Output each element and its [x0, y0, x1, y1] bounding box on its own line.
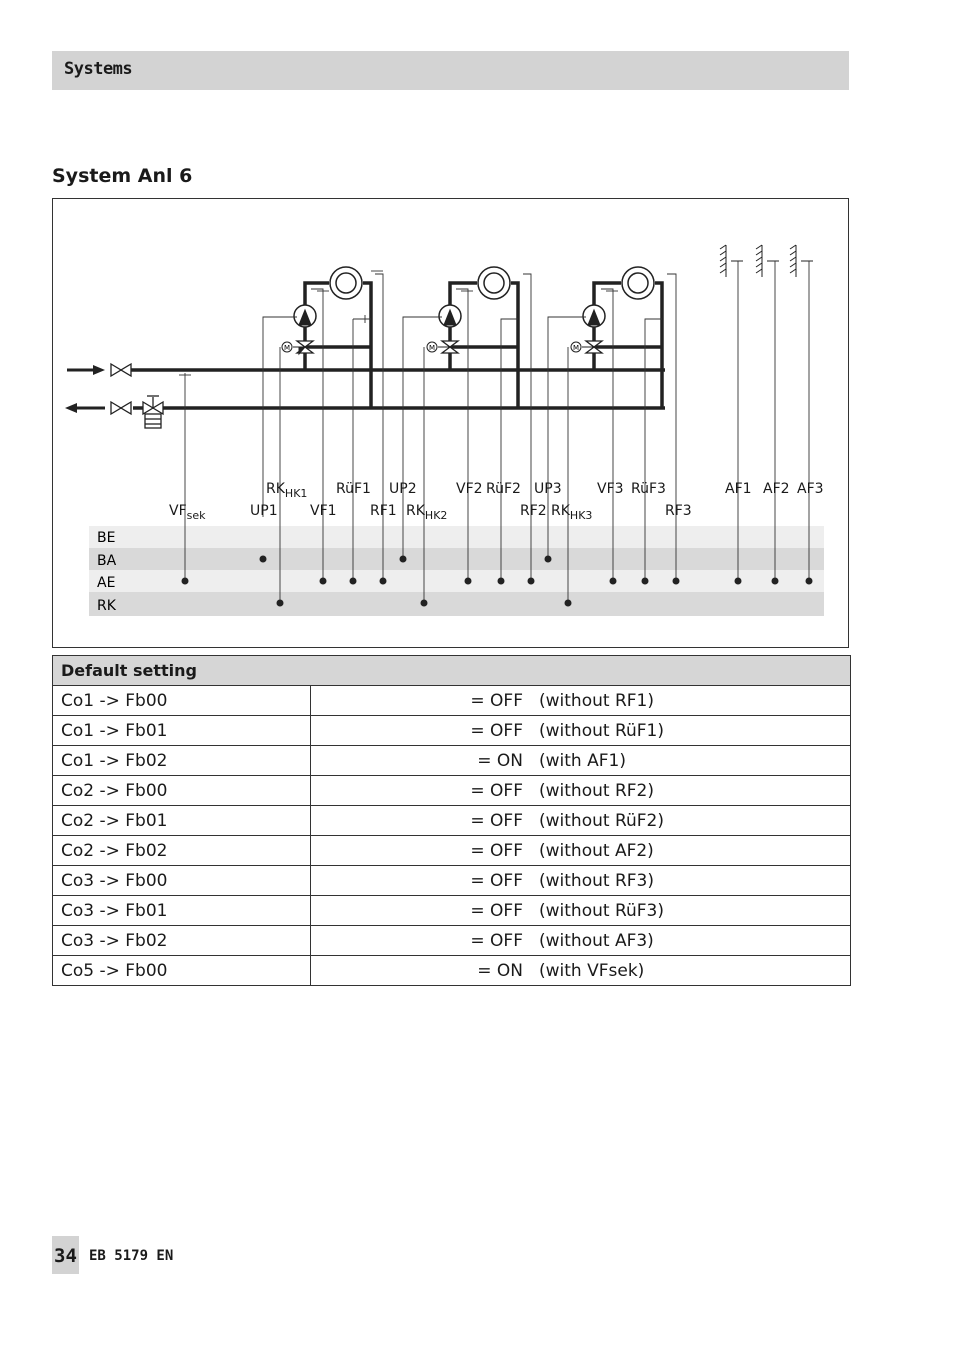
setting-value-cell [311, 716, 851, 746]
default-settings-table [52, 655, 851, 986]
section-title: System Anl 6 [52, 165, 193, 187]
setting-value: = OFF [470, 690, 523, 711]
supply-arrow [67, 365, 105, 375]
setting-note: (without RF1) [539, 690, 654, 711]
label-up1: UP1 [250, 503, 278, 519]
row-label-ba: BA [97, 553, 117, 569]
label-ruf2: RüF2 [486, 481, 521, 497]
row-band-be [89, 526, 824, 548]
header-bar [52, 51, 849, 90]
setting-value-cell [311, 866, 851, 896]
row-band-rk [89, 592, 824, 616]
setting-note: (without RüF2) [539, 810, 664, 831]
setting-note: (with AF1) [539, 750, 626, 771]
label-up3: UP3 [534, 481, 562, 497]
page-number: 34 [52, 1236, 79, 1274]
setting-value: = OFF [470, 870, 523, 891]
setting-note: (without RüF3) [539, 900, 664, 921]
setting-param: Co1 -> Fb01 [53, 716, 311, 746]
table-row [53, 926, 851, 956]
table-row [53, 746, 851, 776]
label-vf-sek: $VF_{sek}$ [169, 503, 206, 522]
setting-note: (without AF3) [539, 930, 654, 951]
label-af2: AF2 [763, 481, 790, 497]
label-af1: AF1 [725, 481, 752, 497]
table-row [53, 686, 851, 716]
setting-note: (without RüF1) [539, 720, 664, 741]
label-vf3: VF3 [597, 481, 624, 497]
setting-value-cell [311, 776, 851, 806]
setting-param: Co5 -> Fb00 [53, 956, 311, 986]
table-row [53, 806, 851, 836]
setting-value-cell [311, 686, 851, 716]
row-band-ba [89, 548, 824, 570]
table-row [53, 716, 851, 746]
setting-value-cell [311, 806, 851, 836]
setting-value: = OFF [470, 720, 523, 741]
setting-value: = OFF [470, 810, 523, 831]
setting-param: Co2 -> Fb00 [53, 776, 311, 806]
setting-value-cell [311, 896, 851, 926]
label-ruf1: RüF1 [336, 481, 371, 497]
label-ruf3: RüF3 [631, 481, 666, 497]
setting-note: (without AF2) [539, 840, 654, 861]
heating-circuit-1 [282, 267, 371, 408]
setting-param: Co3 -> Fb02 [53, 926, 311, 956]
diagram-svg [53, 199, 850, 649]
heating-circuit-3 [571, 267, 662, 408]
setting-value-cell [311, 836, 851, 866]
setting-value: = ON [477, 750, 523, 771]
setting-param: Co2 -> Fb02 [53, 836, 311, 866]
motor-symbol-3: M [572, 344, 580, 352]
label-rf3: RF3 [665, 503, 692, 519]
setting-note: (without RF2) [539, 780, 654, 801]
setting-param: Co1 -> Fb02 [53, 746, 311, 776]
table-row [53, 836, 851, 866]
setting-value: = OFF [470, 840, 523, 861]
table-header: Default setting [53, 656, 851, 686]
setting-value-cell [311, 926, 851, 956]
row-label-be: BE [97, 530, 116, 546]
table-row [53, 896, 851, 926]
table-row [53, 956, 851, 986]
setting-param: Co1 -> Fb00 [53, 686, 311, 716]
label-rk-hk3: $RK_{HK3}$ [551, 503, 593, 522]
label-rk-hk1: $RK_{HK1}$ [266, 481, 308, 500]
setting-value: = OFF [470, 900, 523, 921]
table-row [53, 776, 851, 806]
heating-circuit-2 [427, 267, 518, 408]
label-rk-hk2: $RK_{HK2}$ [406, 503, 448, 522]
motor-symbol-1: M [283, 344, 291, 352]
setting-value: = OFF [470, 780, 523, 801]
label-vf1: VF1 [310, 503, 337, 519]
row-band-ae [89, 570, 824, 592]
setting-value: = OFF [470, 930, 523, 951]
label-rf2: RF2 [520, 503, 547, 519]
setting-note: (with VFsek) [539, 960, 645, 981]
table-header-row [53, 656, 851, 686]
setting-note: (without RF3) [539, 870, 654, 891]
motor-symbol-2: M [428, 344, 436, 352]
setting-param: Co3 -> Fb00 [53, 866, 311, 896]
setting-value-cell [311, 746, 851, 776]
label-rf1: RF1 [370, 503, 397, 519]
setting-value-cell [311, 956, 851, 986]
row-label-ae: AE [97, 575, 116, 591]
table-row [53, 866, 851, 896]
return-arrow [65, 403, 105, 413]
setting-param: Co3 -> Fb01 [53, 896, 311, 926]
label-vf2: VF2 [456, 481, 483, 497]
row-label-rk: RK [97, 598, 116, 614]
shutoff-valve-icon [111, 364, 163, 428]
document-id: EB 5179 EN [89, 1248, 174, 1264]
setting-param: Co2 -> Fb01 [53, 806, 311, 836]
header-title: Systems [64, 59, 133, 79]
system-diagram [52, 198, 849, 648]
label-af3: AF3 [797, 481, 824, 497]
outdoor-sensor-icon [720, 245, 813, 277]
setting-value: = ON [477, 960, 523, 981]
label-up2: UP2 [389, 481, 417, 497]
